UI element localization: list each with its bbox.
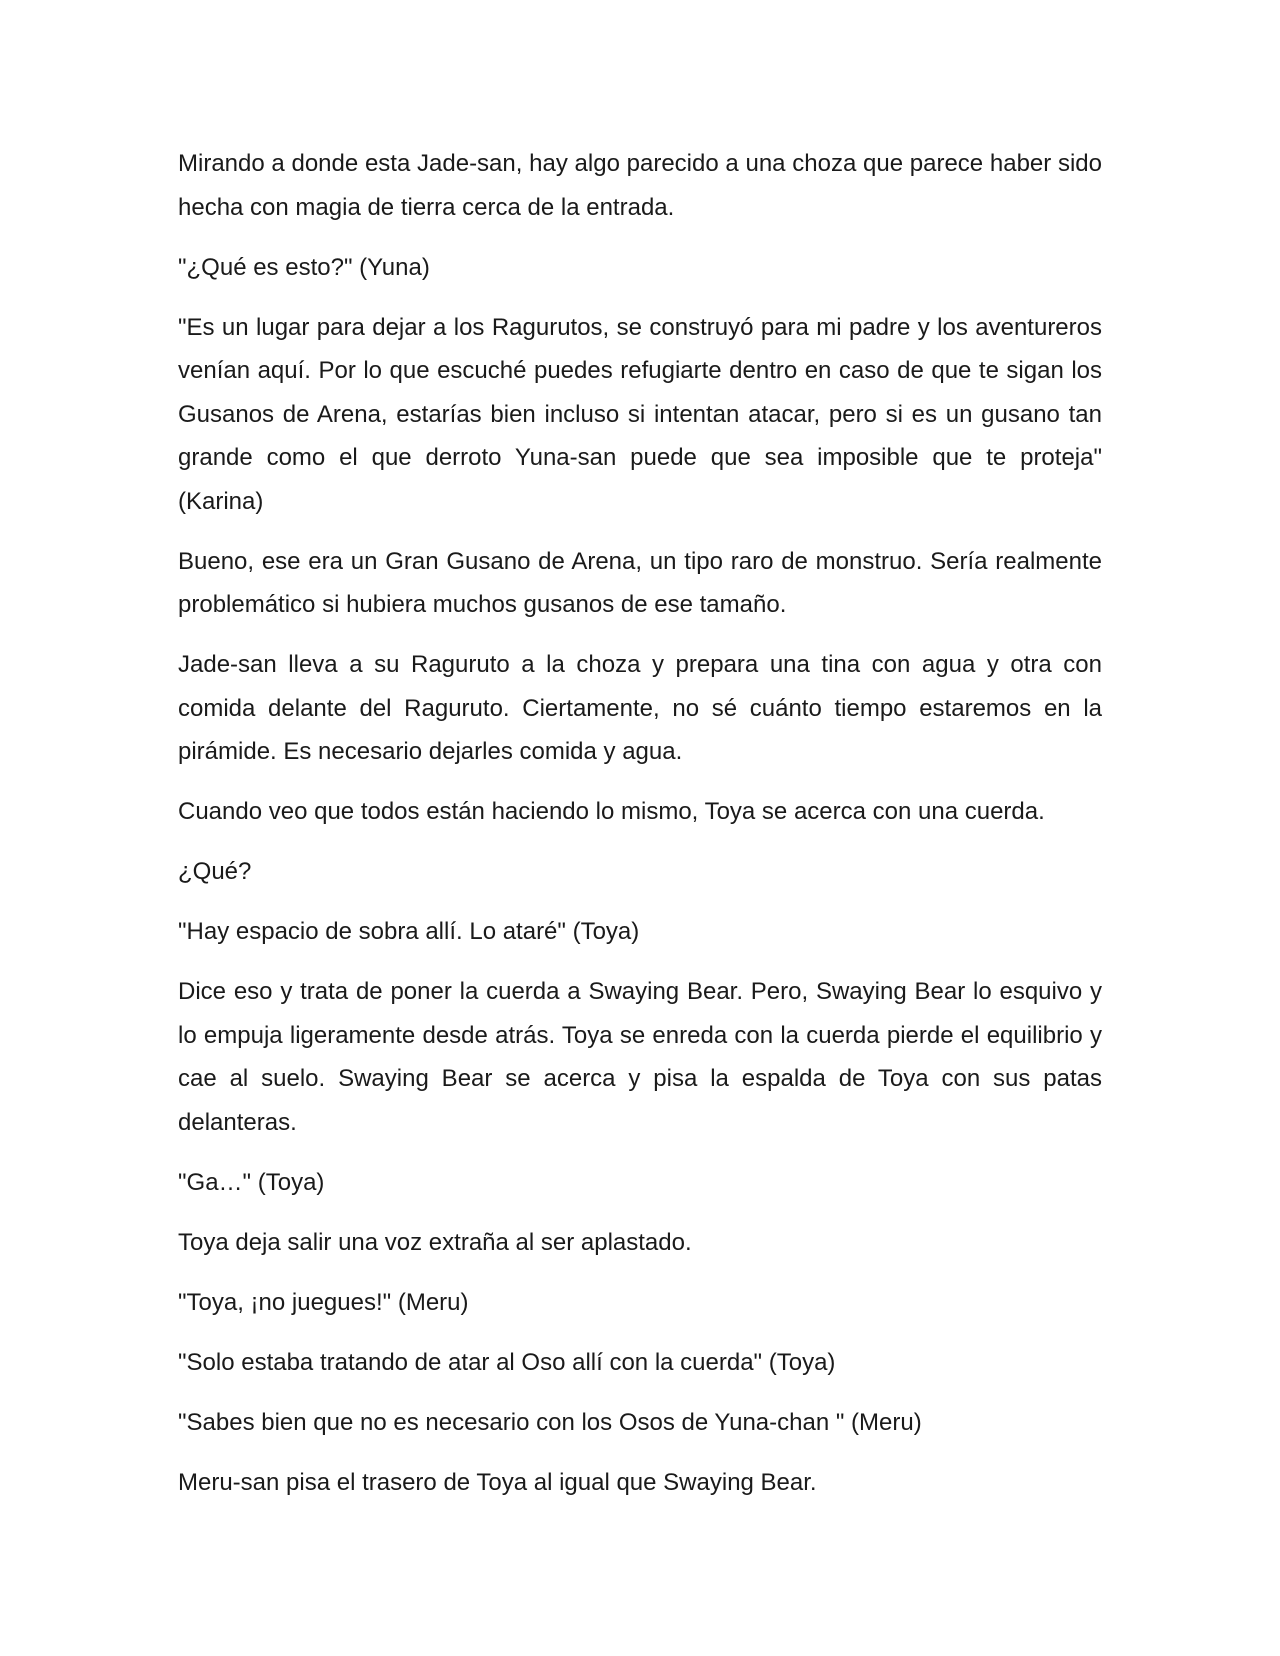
paragraph-5: Jade-san lleva a su Raguruto a la choza y prepara una tina con agua y otra con comida delante del Raguruto. Ciertamente, no sé cuánto tiempo estaremos en la pirámide. Es necesario dejarles comida y agua. (178, 651, 1102, 765)
paragraph-13: "Solo estaba tratando de atar al Oso allí con la cuerda" (Toya) (178, 1348, 836, 1376)
paragraph-8: "Hay espacio de sobra allí. Lo ataré" (Toya) (178, 918, 640, 945)
paragraph-11: Toya deja salir una voz extraña al ser aplastado. (178, 1228, 692, 1256)
paragraph-6: Cuando veo que todos están haciendo lo mismo, Toya se acerca con una cuerda. (178, 798, 1045, 825)
paragraph-9: Dice eso y trata de poner la cuerda a Swaying Bear. Pero, Swaying Bear lo esquivo y lo empuja ligeramente desde atrás. Toya se enreda con la cuerda pierde el equilibrio y cae al suelo. Swaying Bear se acerca y pisa la espalda de Toya con sus patas delanteras. (178, 978, 1102, 1136)
paragraph-2: "¿Qué es esto?" (Yuna) (178, 253, 430, 281)
paragraph-4: Bueno, ese era un Gran Gusano de Arena, un tipo raro de monstruo. Sería realmente problemático si hubiera muchos gusanos de ese tamaño. (178, 547, 1102, 618)
paragraph-1: Mirando a donde esta Jade-san, hay algo parecido a una choza que parece haber sido hecha con magia de tierra cerca de la entrada. (178, 150, 1102, 221)
paragraph-15: Meru-san pisa el trasero de Toya al igual que Swaying Bear. (178, 1468, 817, 1496)
document-text (178, 142, 1102, 1521)
paragraph-10: "Ga…" (Toya) (178, 1168, 325, 1196)
paragraph-14: "Sabes bien que no es necesario con los Osos de Yuna-chan " (Meru) (178, 1408, 922, 1436)
paragraph-7: ¿Qué? (178, 858, 252, 885)
paragraph-12: "Toya, ¡no juegues!" (Meru) (178, 1288, 469, 1316)
paragraph-3: "Es un lugar para dejar a los Ragurutos, se construyó para mi padre y los aventureros venían aquí. Por lo que escuché puedes refugiarte dentro en caso de que te sigan los Gusanos de Arena, estarías bien incluso si intentan atacar, pero si es un gusano tan grande como el que derroto Yuna-san puede que sea imposible que te proteja" (Karina) (178, 313, 1102, 515)
